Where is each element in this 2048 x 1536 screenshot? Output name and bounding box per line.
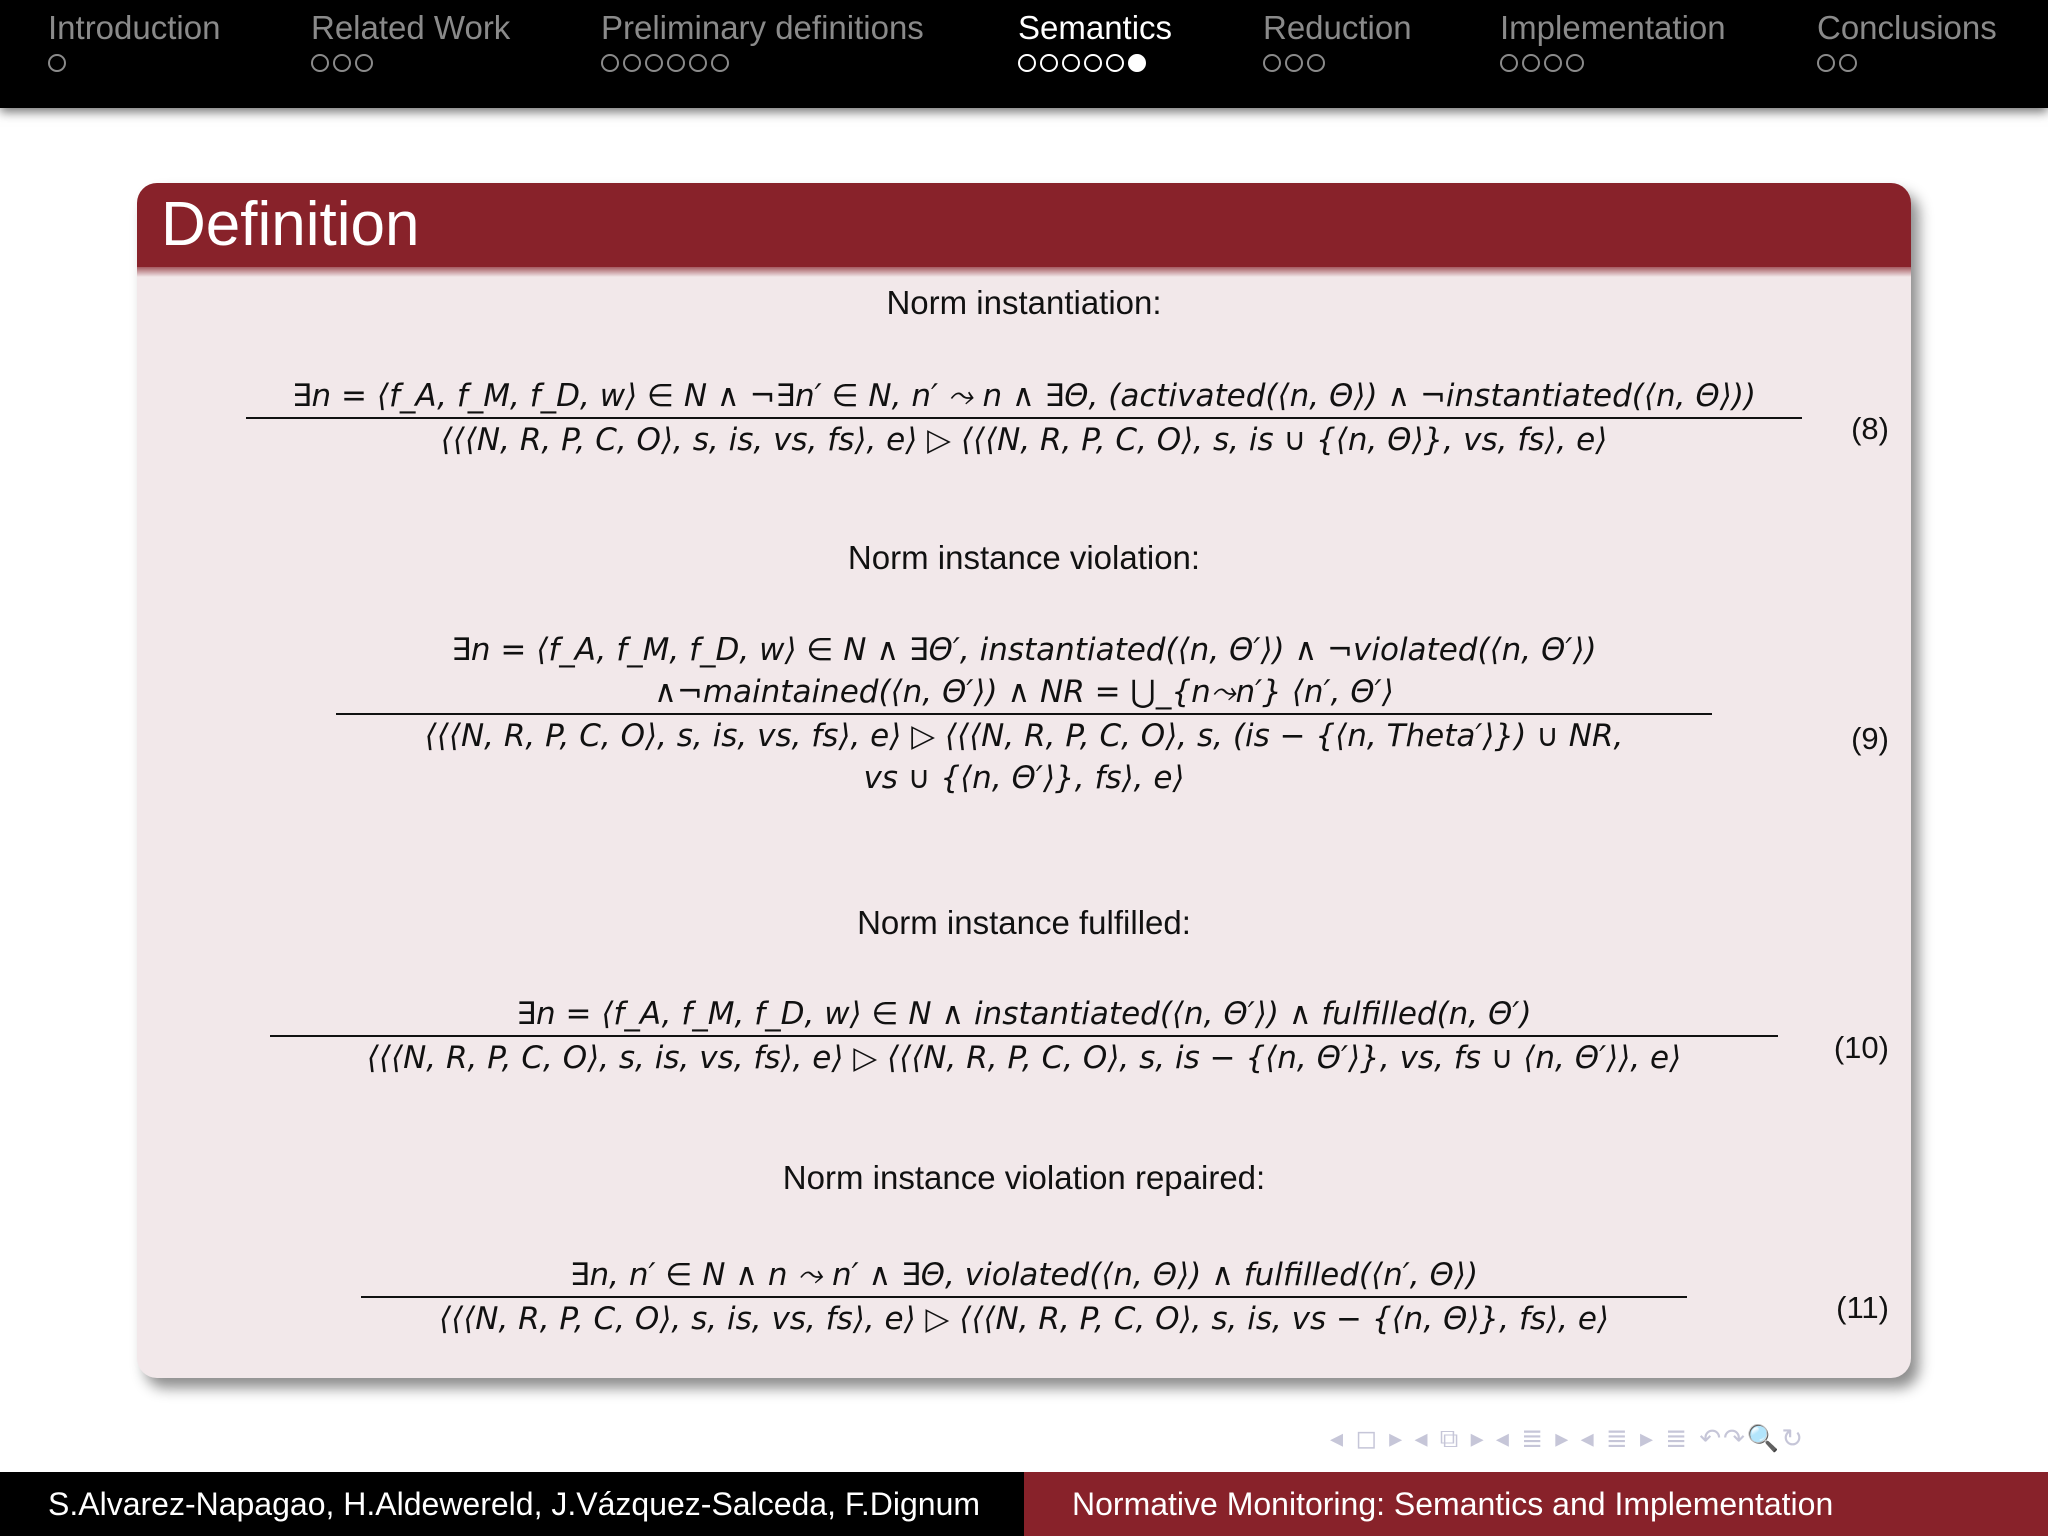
inference-rule-11 <box>137 1254 1911 1340</box>
rule-conclusion: ⟨⟨⟨N, R, P, C, O⟩, s, is, vs, fs⟩, e⟩ ▷ ⟨⟨⟨N, R, P, C, O⟩, s, is − {⟨n, Θ′⟩}, vs, fs ∪ ⟨n, Θ′⟩⟩, e⟩ <box>366 1040 1682 1076</box>
slide-dot[interactable] <box>1062 54 1080 72</box>
slide-dot[interactable] <box>1128 54 1146 72</box>
nav-slide-dots[interactable] <box>1500 54 1726 78</box>
slide-dot[interactable] <box>1566 54 1584 72</box>
nav-slide-dots[interactable] <box>601 54 924 78</box>
slide-dot[interactable] <box>1263 54 1281 72</box>
nav-section-related-work[interactable] <box>311 8 510 78</box>
nav-section-title: Reduction <box>1263 9 1412 46</box>
nav-section-title: Preliminary definitions <box>601 9 924 46</box>
nav-slide-dots[interactable] <box>1817 54 1997 78</box>
rule-premise: ∃n = ⟨f_A, f_M, f_D, w⟩ ∈ N ∧ ∃Θ′, instantiated(⟨n, Θ′⟩) ∧ ¬violated(⟨n, Θ′⟩) <box>451 632 1597 668</box>
slide-dot[interactable] <box>645 54 663 72</box>
nav-section-title: Implementation <box>1500 9 1726 46</box>
nav-section-reduction[interactable] <box>1263 8 1412 78</box>
rule-conclusion: ⟨⟨⟨N, R, P, C, O⟩, s, is, vs, fs⟩, e⟩ ▷ ⟨⟨⟨N, R, P, C, O⟩, s, is ∪ {⟨n, Θ⟩}, vs, fs⟩, e⟩ <box>440 422 1608 458</box>
inference-rule-10 <box>137 993 1911 1079</box>
equation-number: (11) <box>1836 1290 1889 1325</box>
slide-dot[interactable] <box>711 54 729 72</box>
slide-dot[interactable] <box>667 54 685 72</box>
rule-premise: ∃n = ⟨f_A, f_M, f_D, w⟩ ∈ N ∧ ¬∃n′ ∈ N, n′ ⤳ n ∧ ∃Θ, (activated(⟨n, Θ⟩) ∧ ¬instantiated(⟨n, Θ⟩)) <box>291 378 1757 414</box>
rule-premise: ∃n, n′ ∈ N ∧ n ⤳ n′ ∧ ∃Θ, violated(⟨n, Θ⟩) ∧ fulfilled(⟨n′, Θ⟩) <box>569 1257 1479 1293</box>
nav-section-preliminary-definitions[interactable] <box>601 8 924 78</box>
definition-header <box>137 183 1911 267</box>
nav-section-title: Conclusions <box>1817 9 1997 46</box>
nav-section-conclusions[interactable] <box>1817 8 1997 78</box>
slide-dot[interactable] <box>1522 54 1540 72</box>
footer-authors: S.Alvarez-Napagao, H.Aldewereld, J.Vázquez-Salceda, F.Dignum <box>0 1472 1024 1536</box>
rule-label: Norm instance violation repaired: <box>782 1159 1266 1196</box>
nav-slide-dots[interactable] <box>48 54 220 78</box>
rule-label: Norm instance violation: <box>847 539 1201 576</box>
slide-dot[interactable] <box>1285 54 1303 72</box>
rule-conclusion: ⟨⟨⟨N, R, P, C, O⟩, s, is, vs, fs⟩, e⟩ ▷ ⟨⟨⟨N, R, P, C, O⟩, s, is, vs − {⟨n, Θ⟩}, fs⟩, e⟩ <box>439 1301 1609 1337</box>
slide-dot[interactable] <box>1106 54 1124 72</box>
slide-dot[interactable] <box>601 54 619 72</box>
slide-dot[interactable] <box>1817 54 1835 72</box>
nav-slide-dots[interactable] <box>1018 54 1172 78</box>
nav-section-semantics[interactable] <box>1018 8 1172 78</box>
inference-rule-9 <box>137 629 1911 799</box>
equation-number: (8) <box>1851 411 1889 446</box>
equation-number: (9) <box>1851 721 1889 756</box>
footer-presentation-title: Normative Monitoring: Semantics and Implementation <box>1024 1472 2048 1536</box>
nav-section-introduction[interactable] <box>48 8 220 78</box>
definition-title: Definition <box>161 190 420 259</box>
definition-block <box>137 183 1911 1378</box>
rule-premise: ∧¬maintained(⟨n, Θ′⟩) ∧ NR = ⋃_{n⤳n′} ⟨n′, Θ′⟩ <box>654 674 1394 710</box>
slide-dot[interactable] <box>1084 54 1102 72</box>
rule-label: Norm instantiation: <box>886 284 1162 321</box>
slide-dot[interactable] <box>623 54 641 72</box>
slide-dot[interactable] <box>333 54 351 72</box>
slide-dot[interactable] <box>1500 54 1518 72</box>
slide-dot[interactable] <box>48 54 66 72</box>
rule-conclusion: vs ∪ {⟨n, Θ′⟩}, fs⟩, e⟩ <box>863 760 1185 796</box>
slide-dot[interactable] <box>355 54 373 72</box>
nav-section-title: Semantics <box>1018 9 1173 46</box>
nav-section-title: Introduction <box>48 9 221 46</box>
slide-navigation-controls[interactable]: ◂ ◻ ▸ ◂ ⧉ ▸ ◂ ≣ ▸ ◂ ≣ ▸ ≣ ↶↷🔍↻ <box>1330 1424 1806 1454</box>
slide-dot[interactable] <box>311 54 329 72</box>
slide-dot[interactable] <box>1839 54 1857 72</box>
slide-dot[interactable] <box>1307 54 1325 72</box>
nav-slide-dots[interactable] <box>311 54 510 78</box>
slide-dot[interactable] <box>1544 54 1562 72</box>
slide-dot[interactable] <box>1040 54 1058 72</box>
rule-label: Norm instance fulfilled: <box>857 904 1191 941</box>
slide-dot[interactable] <box>1018 54 1036 72</box>
section-navigation-bar <box>0 0 2048 108</box>
rule-conclusion: ⟨⟨⟨N, R, P, C, O⟩, s, is, vs, fs⟩, e⟩ ▷ ⟨⟨⟨N, R, P, C, O⟩, s, (is − {⟨n, Theta′⟩}) ∪ NR, <box>424 718 1624 754</box>
equation-number: (10) <box>1833 1030 1889 1065</box>
slide-dot[interactable] <box>689 54 707 72</box>
nav-slide-dots[interactable] <box>1263 54 1412 78</box>
nav-section-title: Related Work <box>311 9 511 46</box>
inference-rule-8 <box>137 375 1911 461</box>
nav-section-implementation[interactable] <box>1500 8 1726 78</box>
rule-premise: ∃n = ⟨f_A, f_M, f_D, w⟩ ∈ N ∧ instantiated(⟨n, Θ′⟩) ∧ fulfilled(n, Θ′) <box>516 996 1532 1032</box>
